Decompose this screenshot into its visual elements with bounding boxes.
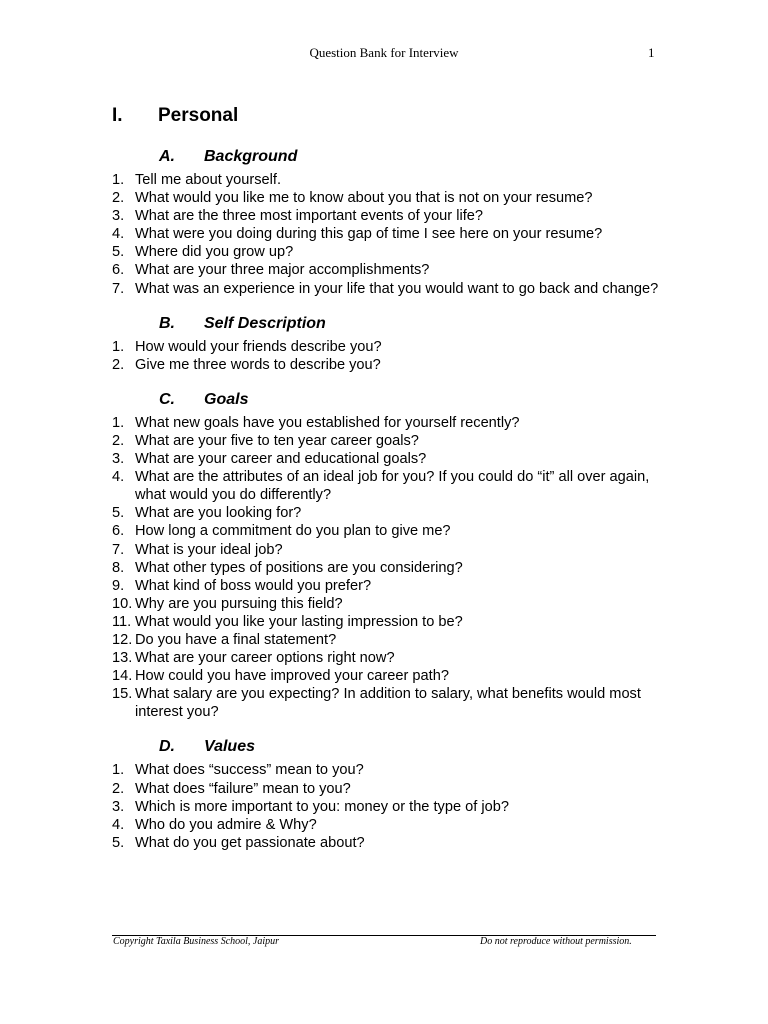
question-number: 3.	[112, 208, 125, 225]
question-number: 2.	[112, 356, 125, 373]
question-text: How could you have improved your career path?	[135, 668, 449, 685]
question-number: 4.	[112, 469, 125, 486]
section	[112, 390, 672, 722]
question-text: What are your career and educational goals?	[135, 451, 427, 468]
question-text: What are the three most important events of your life?	[135, 208, 483, 225]
question-text: Give me three words to describe you?	[135, 356, 381, 373]
question-item	[112, 261, 672, 279]
question-text: What other types of positions are you considering?	[135, 559, 463, 576]
question-item	[112, 667, 672, 685]
question-item	[112, 207, 672, 225]
question-item	[112, 432, 672, 450]
section-heading	[112, 390, 672, 410]
question-item	[112, 577, 672, 595]
question-number: 3.	[112, 798, 125, 815]
question-text: What salary are you expecting? In addition to salary, what benefits would most interest you?	[135, 686, 641, 721]
question-item	[112, 834, 672, 852]
section	[112, 147, 672, 298]
question-text: What does “success” mean to you?	[135, 762, 364, 779]
question-number: 1.	[112, 762, 125, 779]
question-item	[112, 649, 672, 667]
question-item	[112, 816, 672, 834]
question-text: What kind of boss would you prefer?	[135, 577, 372, 594]
question-text: What are the attributes of an ideal job for you? If you could do “it” all over again, what would you do differently?	[135, 469, 650, 504]
question-list	[112, 171, 672, 298]
question-text: How would your friends describe you?	[135, 338, 382, 355]
part-heading	[112, 104, 672, 128]
question-item	[112, 613, 672, 631]
question-item	[112, 189, 672, 207]
question-item	[112, 595, 672, 613]
question-number: 2.	[112, 780, 125, 797]
question-item	[112, 414, 672, 432]
question-number: 7.	[112, 280, 125, 297]
section-title: Goals	[204, 390, 249, 408]
question-number: 6.	[112, 262, 125, 279]
question-item	[112, 761, 672, 779]
question-number: 12.	[112, 631, 133, 648]
question-item	[112, 356, 672, 374]
question-number: 7.	[112, 541, 125, 558]
question-item	[112, 685, 672, 721]
question-number: 1.	[112, 414, 125, 431]
section-title: Self Description	[204, 314, 326, 332]
question-number: 1.	[112, 338, 125, 355]
question-number: 9.	[112, 577, 125, 594]
sections-container	[112, 147, 672, 852]
document-body	[112, 104, 672, 868]
question-item	[112, 468, 672, 504]
question-text: How long a commitment do you plan to give me?	[135, 523, 451, 540]
question-text: What are your five to ten year career goals?	[135, 432, 419, 449]
question-text: Why are you pursuing this field?	[135, 595, 343, 612]
page-number: 1	[648, 45, 655, 60]
question-text: Where did you grow up?	[135, 244, 294, 261]
footer-copyright: Copyright Taxila Business School, Jaipur	[113, 936, 280, 947]
section-letter: D.	[159, 738, 175, 756]
question-text: Who do you admire & Why?	[135, 816, 317, 833]
question-text: What are your career options right now?	[135, 650, 395, 667]
section-heading	[112, 314, 672, 334]
question-number: 13.	[112, 650, 133, 667]
part-title: Personal	[158, 105, 239, 126]
section-heading	[112, 147, 672, 167]
question-item	[112, 338, 672, 356]
question-item	[112, 450, 672, 468]
question-text: What were you doing during this gap of time I see here on your resume?	[135, 226, 603, 243]
question-number: 2.	[112, 432, 125, 449]
question-item	[112, 171, 672, 189]
question-number: 15.	[112, 686, 133, 703]
question-item	[112, 541, 672, 559]
question-list	[112, 414, 672, 722]
question-number: 2.	[112, 190, 125, 207]
page-header-title: Question Bank for Interview	[309, 45, 459, 60]
section-letter: C.	[159, 390, 175, 408]
question-text: What are you looking for?	[135, 505, 302, 522]
question-text: What new goals have you established for yourself recently?	[135, 414, 520, 431]
section	[112, 737, 672, 851]
question-text: Tell me about yourself.	[135, 172, 282, 188]
question-list	[112, 761, 672, 851]
question-number: 6.	[112, 523, 125, 540]
question-number: 10.	[112, 595, 133, 612]
question-item	[112, 798, 672, 816]
question-text: What would you like your lasting impression to be?	[135, 613, 463, 630]
question-number: 5.	[112, 244, 125, 261]
question-text: Do you have a final statement?	[135, 631, 337, 648]
question-item	[112, 631, 672, 649]
question-item	[112, 225, 672, 243]
question-number: 4.	[112, 816, 125, 833]
question-text: What is your ideal job?	[135, 541, 283, 558]
question-number: 11.	[112, 613, 132, 630]
question-number: 4.	[112, 226, 125, 243]
question-item	[112, 280, 672, 298]
question-item	[112, 780, 672, 798]
section-letter: B.	[159, 314, 175, 332]
question-list	[112, 338, 672, 374]
question-number: 8.	[112, 559, 125, 576]
section-title: Background	[204, 148, 298, 165]
question-text: Which is more important to you: money or the type of job?	[135, 798, 509, 815]
question-text: What would you like me to know about you that is not on your resume?	[135, 190, 593, 207]
question-number: 3.	[112, 451, 125, 468]
question-item	[112, 504, 672, 522]
footer-notice: Do not reproduce without permission.	[480, 936, 632, 947]
question-item	[112, 243, 672, 261]
question-text: What was an experience in your life that you would want to go back and change?	[135, 280, 659, 297]
question-item	[112, 559, 672, 577]
part-number: I.	[112, 105, 123, 126]
section-heading	[112, 737, 672, 757]
section-letter: A.	[159, 148, 175, 165]
question-item	[112, 522, 672, 540]
question-number: 5.	[112, 834, 125, 851]
question-text: What does “failure” mean to you?	[135, 780, 351, 797]
question-text: What are your three major accomplishments?	[135, 262, 430, 279]
question-number: 5.	[112, 505, 125, 522]
section	[112, 314, 672, 374]
question-number: 14.	[112, 668, 133, 685]
question-number: 1.	[112, 172, 125, 188]
section-title: Values	[204, 738, 255, 756]
question-text: What do you get passionate about?	[135, 834, 365, 851]
